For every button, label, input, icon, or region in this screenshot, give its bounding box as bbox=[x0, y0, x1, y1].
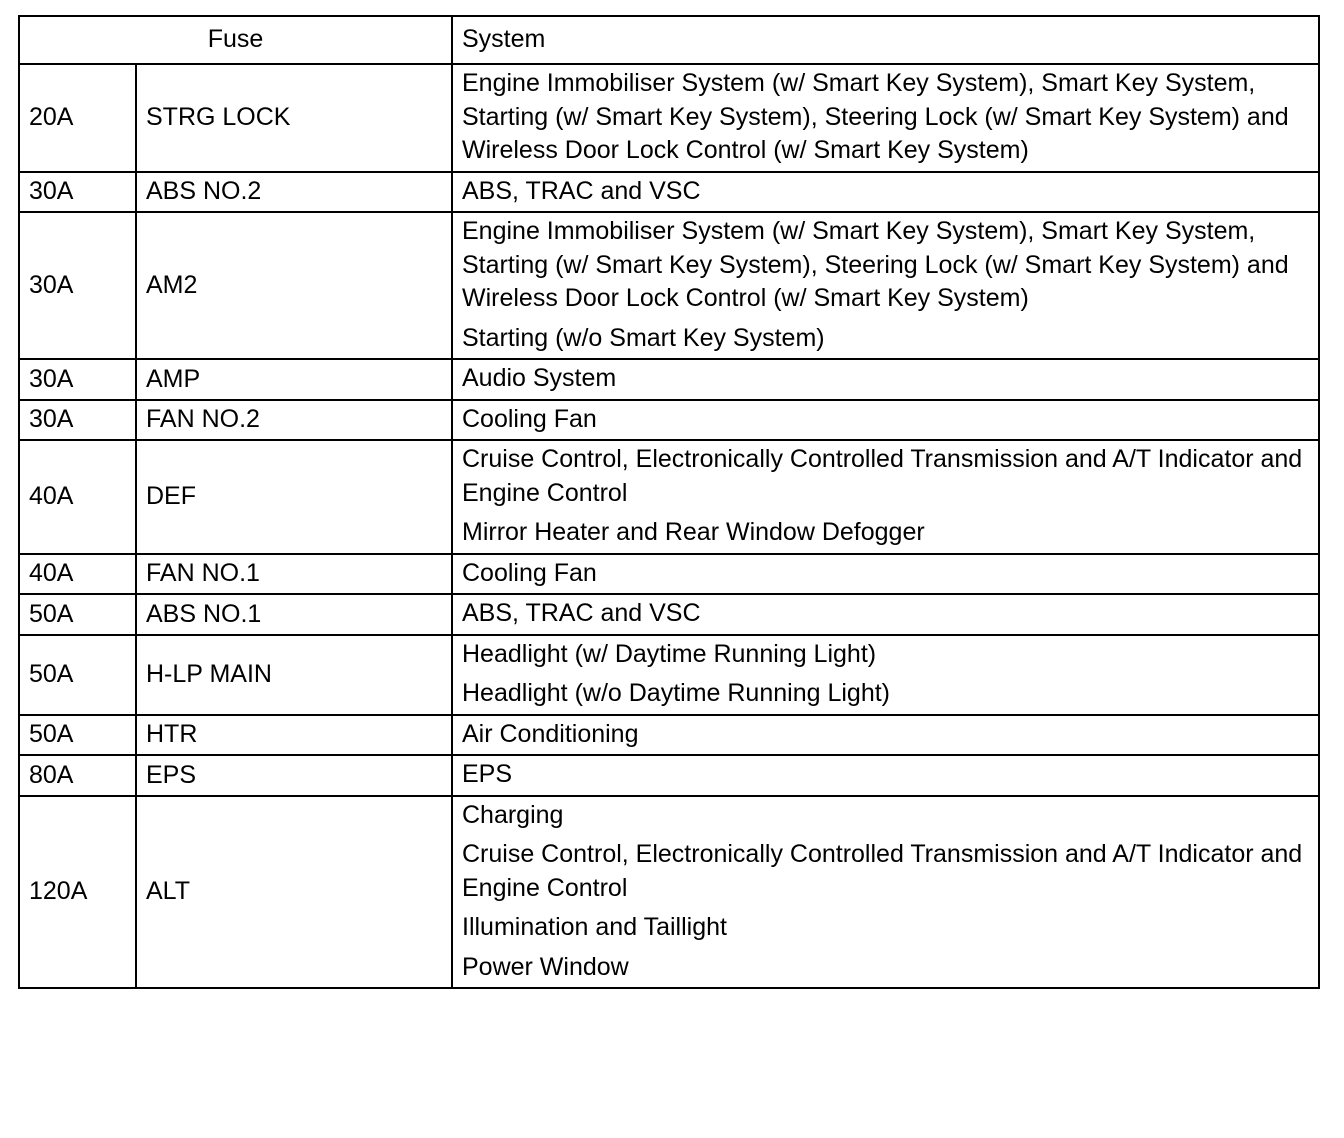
fuse-amperage-cell: 30A bbox=[19, 212, 136, 359]
fuse-name-cell: EPS bbox=[136, 755, 452, 796]
table-body bbox=[19, 64, 1319, 988]
system-item: Headlight (w/o Daytime Running Light) bbox=[462, 679, 890, 707]
table-row bbox=[19, 64, 1319, 172]
system-cell bbox=[452, 796, 1319, 989]
fuse-name-cell: ABS NO.2 bbox=[136, 172, 452, 213]
system-cell bbox=[452, 359, 1319, 400]
fuse-name-cell: ALT bbox=[136, 796, 452, 989]
fuse-amperage-cell: 40A bbox=[19, 554, 136, 595]
system-cell bbox=[452, 594, 1319, 635]
system-item: Audio System bbox=[462, 364, 617, 392]
fuse-name-cell: H-LP MAIN bbox=[136, 635, 452, 715]
system-cell bbox=[452, 715, 1319, 756]
table-row bbox=[19, 359, 1319, 400]
table-row bbox=[19, 440, 1319, 554]
fuse-name-cell: FAN NO.1 bbox=[136, 554, 452, 595]
system-item: Mirror Heater and Rear Window Defogger bbox=[462, 518, 925, 546]
system-item: Starting (w/o Smart Key System) bbox=[462, 323, 825, 352]
table-row bbox=[19, 554, 1319, 595]
fuse-name-cell: ABS NO.1 bbox=[136, 594, 452, 635]
system-cell bbox=[452, 212, 1319, 359]
fuse-name-cell: DEF bbox=[136, 440, 452, 554]
fuse-amperage-cell: 30A bbox=[19, 172, 136, 213]
fuse-amperage-cell: 30A bbox=[19, 359, 136, 400]
fuse-name-cell: AMP bbox=[136, 359, 452, 400]
table-row bbox=[19, 594, 1319, 635]
system-cell bbox=[452, 635, 1319, 715]
fuse-amperage-cell: 40A bbox=[19, 440, 136, 554]
fuse-amperage-cell: 120A bbox=[19, 796, 136, 989]
fuse-amperage-cell: 50A bbox=[19, 635, 136, 715]
table-row bbox=[19, 400, 1319, 441]
table-row bbox=[19, 715, 1319, 756]
table-row bbox=[19, 172, 1319, 213]
system-item: Engine Immobiliser System (w/ Smart Key System), Smart Key System, Starting (w/ Smart Key System), Steering Lock (w/ Smart Key System) and Wireless Door Lock Control (w/ Smart Key System) bbox=[462, 217, 1289, 312]
system-cell bbox=[452, 755, 1319, 796]
system-item: ABS, TRAC and VSC bbox=[462, 599, 701, 627]
fuse-amperage-cell: 50A bbox=[19, 594, 136, 635]
system-cell bbox=[452, 172, 1319, 213]
system-cell bbox=[452, 400, 1319, 441]
fuse-name-cell: HTR bbox=[136, 715, 452, 756]
table-row bbox=[19, 212, 1319, 359]
system-item: Engine Immobiliser System (w/ Smart Key System), Smart Key System, Starting (w/ Smart Key System), Steering Lock (w/ Smart Key System) and Wireless Door Lock Control (w/ Smart Key System) bbox=[462, 69, 1289, 164]
system-item: Cooling Fan bbox=[462, 404, 597, 433]
fuse-name-cell: STRG LOCK bbox=[136, 64, 452, 172]
fuse-table bbox=[18, 15, 1320, 989]
system-item: Power Window bbox=[462, 952, 629, 981]
system-item: EPS bbox=[462, 760, 513, 788]
fuse-amperage-cell: 80A bbox=[19, 755, 136, 796]
system-item: Illumination and Taillight bbox=[462, 913, 727, 941]
system-item: Air Conditioning bbox=[462, 719, 639, 748]
fuse-amperage-cell: 30A bbox=[19, 400, 136, 441]
header-row bbox=[19, 16, 1319, 64]
table-header bbox=[19, 16, 1319, 64]
system-item: Headlight (w/ Daytime Running Light) bbox=[462, 639, 877, 668]
system-item: Cruise Control, Electronically Controlled Transmission and A/T Indicator and Engine Control bbox=[462, 840, 1303, 902]
system-column-header: System bbox=[452, 16, 1319, 64]
system-cell bbox=[452, 64, 1319, 172]
fuse-amperage-cell: 50A bbox=[19, 715, 136, 756]
system-item: Cruise Control, Electronically Controlled Transmission and A/T Indicator and Engine Control bbox=[462, 445, 1303, 507]
system-cell bbox=[452, 554, 1319, 595]
system-item: Cooling Fan bbox=[462, 558, 597, 587]
fuse-column-header: Fuse bbox=[19, 16, 452, 64]
fuse-name-cell: AM2 bbox=[136, 212, 452, 359]
table-row bbox=[19, 755, 1319, 796]
fuse-name-cell: FAN NO.2 bbox=[136, 400, 452, 441]
table-row bbox=[19, 635, 1319, 715]
fuse-amperage-cell: 20A bbox=[19, 64, 136, 172]
system-item: Charging bbox=[462, 800, 564, 829]
system-cell bbox=[452, 440, 1319, 554]
table-row bbox=[19, 796, 1319, 989]
system-item: ABS, TRAC and VSC bbox=[462, 176, 701, 205]
